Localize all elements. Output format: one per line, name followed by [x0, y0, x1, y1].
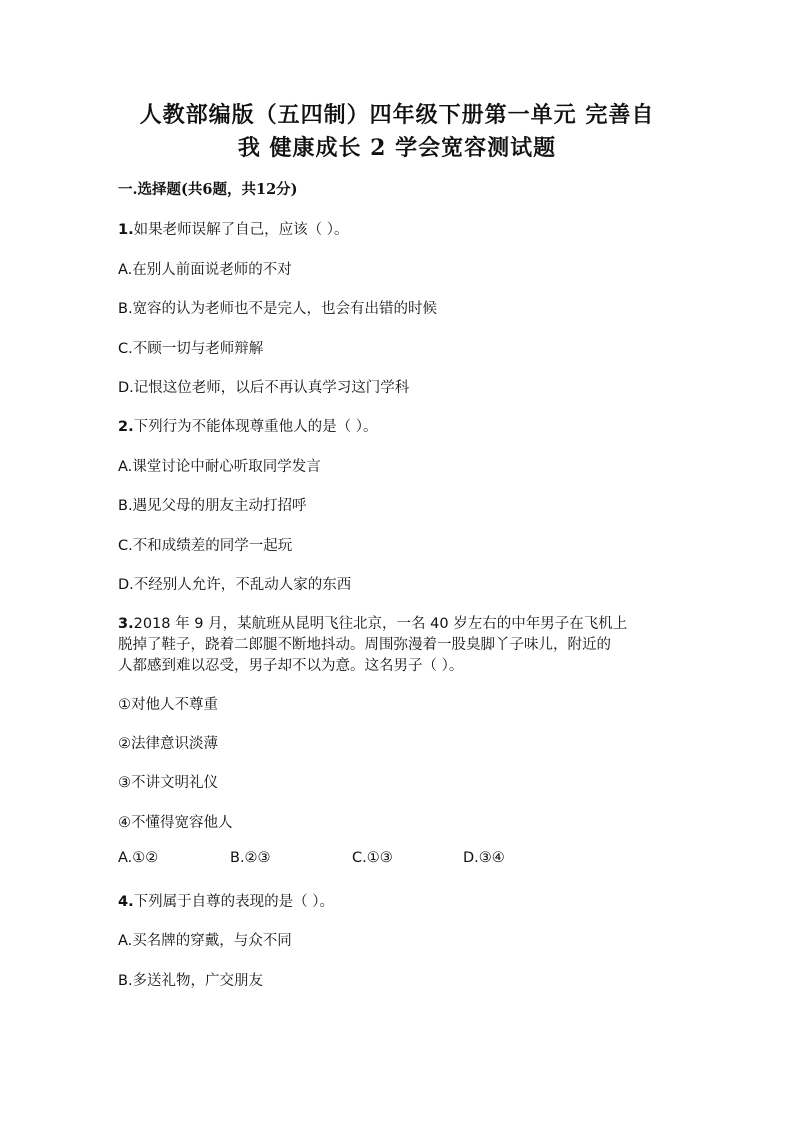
document-title-line-2: 我 健康成长 2 学会宽容测试题 — [237, 135, 557, 161]
q3-option-b: B.②③ — [230, 850, 271, 866]
q3-option-a: A.①② — [118, 850, 159, 866]
q2-option-c: C.不和成绩差的同学一起玩 — [118, 538, 293, 554]
question-text: 如果老师误解了自己，应该（ ）。 — [133, 222, 349, 238]
q3-statement-2: ②法律意识淡薄 — [118, 736, 218, 752]
question-3-stem-line-3: 人都感到难以忍受，男子却不以为意。这名男子（ ）。 — [118, 658, 464, 674]
q2-option-a: A.课堂讨论中耐心听取同学发言 — [118, 459, 321, 475]
q2-option-b: B.遇见父母的朋友主动打招呼 — [118, 498, 307, 514]
question-3-stem-line-1 — [118, 612, 627, 633]
question-number: 3. — [118, 616, 134, 632]
question-number: 1. — [118, 222, 134, 238]
q1-option-a: A.在别人前面说老师的不对 — [118, 262, 292, 278]
question-3-stem-line-2: 脱掉了鞋子，跷着二郎腿不断地抖动。周围弥漫着一股臭脚丫子味儿，附近的 — [118, 637, 611, 653]
question-number: 4. — [118, 894, 134, 910]
q3-statement-4: ④不懂得宽容他人 — [118, 815, 233, 831]
q1-option-c: C.不顾一切与老师辩解 — [118, 341, 264, 357]
question-1-stem — [118, 218, 348, 239]
q3-option-c: C.①③ — [352, 850, 393, 866]
document-title-line-1: 人教部编版（五四制）四年级下册第一单元 完善自 — [139, 102, 655, 128]
question-number: 2. — [118, 419, 134, 435]
question-text: 2018 年 9 月，某航班从昆明飞往北京，一名 40 岁左右的中年男子在飞机上 — [133, 616, 628, 632]
q1-option-b: B.宽容的认为老师也不是完人，也会有出错的时候 — [118, 301, 438, 317]
question-2-stem — [118, 415, 377, 436]
q3-statement-1: ①对他人不尊重 — [118, 697, 218, 713]
question-text: 下列属于自尊的表现的是（ ）。 — [133, 894, 334, 910]
q4-option-a: A.买名牌的穿戴，与众不同 — [118, 933, 292, 949]
q3-statement-3: ③不讲文明礼仪 — [118, 775, 218, 791]
q1-option-d: D.记恨这位老师，以后不再认真学习这门学科 — [118, 380, 410, 396]
question-text: 下列行为不能体现尊重他人的是（ ）。 — [133, 419, 378, 435]
question-4-stem — [118, 890, 334, 911]
q4-option-b: B.多送礼物，广交朋友 — [118, 973, 264, 989]
q3-option-d: D.③④ — [463, 850, 505, 866]
q2-option-d: D.不经别人允许，不乱动人家的东西 — [118, 577, 352, 593]
section-heading: 一.选择题(共6题，共12分) — [118, 181, 298, 198]
